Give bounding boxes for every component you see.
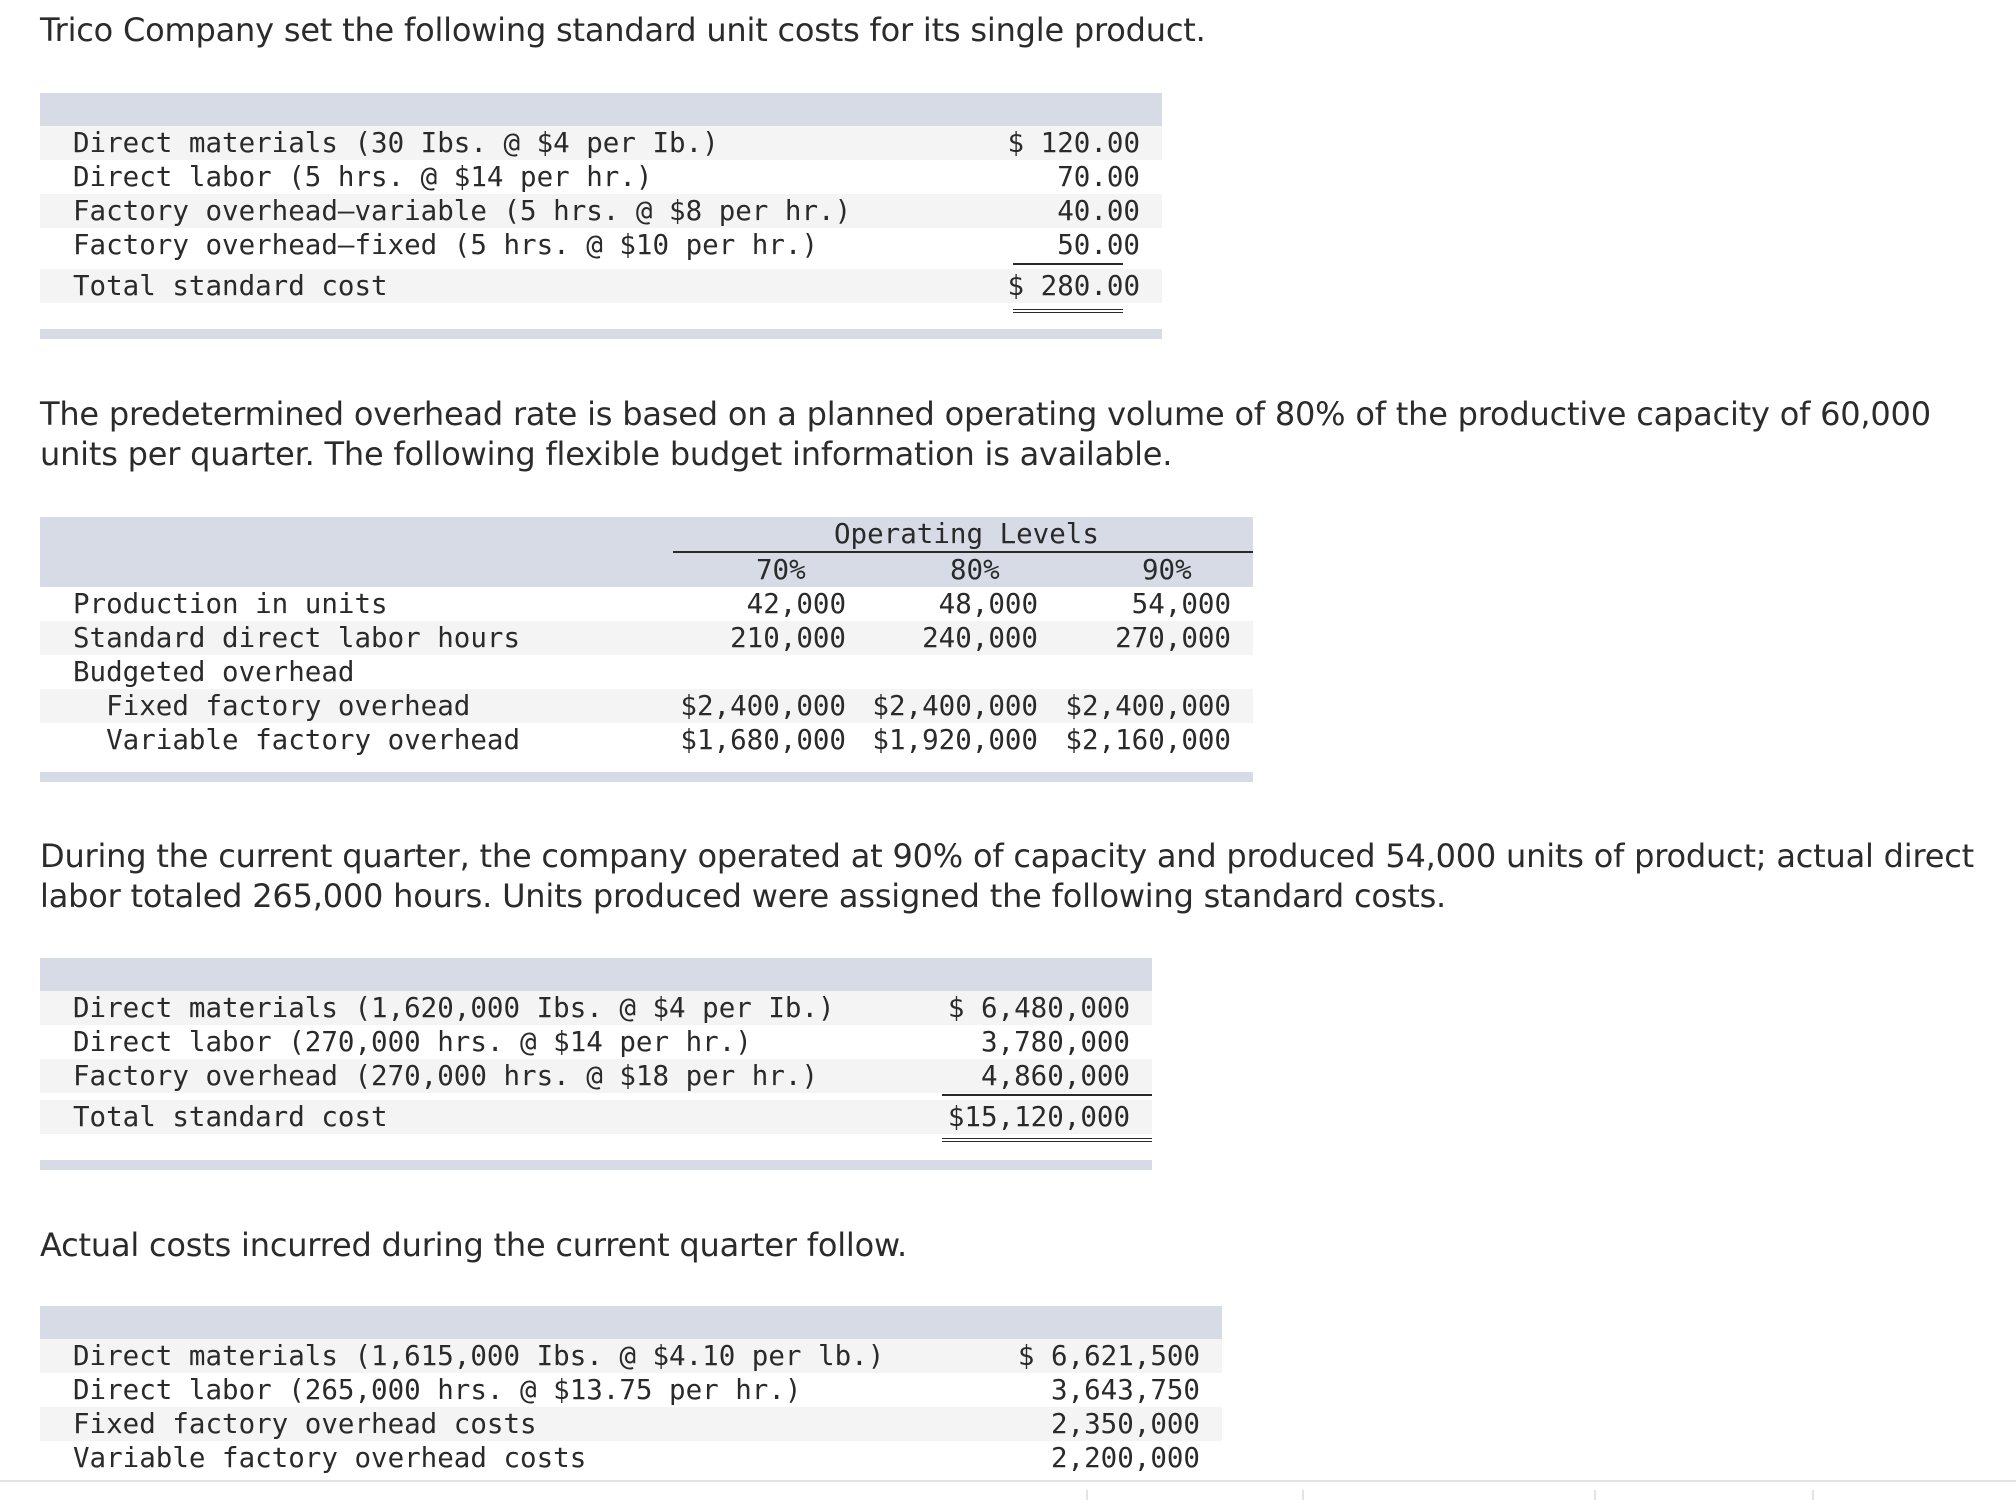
row-label: Budgeted overhead: [73, 656, 355, 688]
subtotal-rule: [1013, 263, 1123, 265]
cell-90: 270,000: [1115, 622, 1231, 654]
actual-costs-table: [40, 1306, 1222, 1474]
table-row: [40, 1339, 1222, 1373]
row-label: Factory overhead—fixed (5 hrs. @ $10 per hr.): [73, 229, 819, 261]
row-amount: 2,350,000: [1050, 1408, 1200, 1440]
total-row: [40, 269, 1162, 303]
cell-80: 48,000: [938, 588, 1038, 620]
cell-80: $2,400,000: [872, 690, 1038, 722]
level-70: 70%: [756, 554, 806, 586]
table-row: [40, 991, 1152, 1025]
table-header-band: [40, 93, 1162, 126]
unit-costs-table: [40, 93, 1162, 343]
cell-90: 54,000: [1131, 588, 1231, 620]
cell-90: $2,400,000: [1065, 690, 1231, 722]
table-row: [40, 587, 1253, 621]
cell-70: 42,000: [746, 588, 846, 620]
total-double-rule: [942, 1138, 1152, 1142]
table-row: [40, 228, 1162, 262]
table-bottom-bar: [40, 772, 1253, 782]
table-row: [40, 1407, 1222, 1441]
row-amount: 3,780,000: [980, 1026, 1130, 1058]
total-row: [40, 1100, 1152, 1134]
operating-levels-header: Operating Levels: [834, 518, 1099, 550]
intro-text: Trico Company set the following standard unit costs for its single product.: [40, 11, 1206, 49]
total-amount: $15,120,000: [947, 1101, 1130, 1133]
row-label: Variable factory overhead: [73, 724, 521, 756]
divider-tick: [1302, 1490, 1304, 1500]
table-row: [40, 723, 1253, 757]
table-row: [40, 1059, 1152, 1093]
table-row: [40, 621, 1253, 655]
cell-70: $2,400,000: [680, 690, 846, 722]
row-label: Production in units: [73, 588, 388, 620]
row-label: Direct labor (5 hrs. @ $14 per hr.): [73, 161, 653, 193]
cell-70: $1,680,000: [680, 724, 846, 756]
table-row: [40, 126, 1162, 160]
row-label: Fixed factory overhead: [73, 690, 471, 722]
row-amount: $ 6,621,500: [1017, 1340, 1200, 1372]
row-label: Fixed factory overhead costs: [73, 1408, 537, 1440]
para-actual-costs: Actual costs incurred during the current quarter follow.: [40, 1226, 907, 1264]
divider-tick: [1594, 1490, 1596, 1500]
row-label: Direct materials (1,615,000 Ibs. @ $4.10 per lb.): [73, 1340, 885, 1372]
row-label: Factory overhead (270,000 hrs. @ $18 per hr.): [73, 1060, 819, 1092]
divider-tick: [1812, 1490, 1814, 1500]
para-current-quarter: During the current quarter, the company operated at 90% of capacity and produced 54,000 units of product; actual direct labor totaled 265,000 hours. Units produced were assigned the following standard costs.: [40, 837, 1974, 915]
row-label: Direct materials (1,620,000 Ibs. @ $4 per Ib.): [73, 992, 835, 1024]
bottom-divider: [0, 1480, 2016, 1482]
table-row: [40, 1025, 1152, 1059]
cell-70: 210,000: [730, 622, 846, 654]
row-label: Standard direct labor hours: [73, 622, 521, 654]
level-90: 90%: [1142, 554, 1192, 586]
cell-80: $1,920,000: [872, 724, 1038, 756]
row-amount: $ 120.00: [1007, 127, 1140, 159]
row-amount: 2,200,000: [1050, 1442, 1200, 1474]
table-row: [40, 1373, 1222, 1407]
table-header-band: [40, 958, 1152, 991]
table-row: [40, 655, 1253, 689]
table-row: [40, 160, 1162, 194]
row-amount: 40.00: [1057, 195, 1140, 227]
table-bottom-bar: [40, 1160, 1152, 1170]
row-amount: 3,643,750: [1050, 1374, 1200, 1406]
divider-tick: [1086, 1490, 1088, 1500]
row-label: Direct labor (265,000 hrs. @ $13.75 per hr.): [73, 1374, 802, 1406]
total-label: Total standard cost: [73, 1101, 388, 1133]
row-amount: $ 6,480,000: [947, 992, 1130, 1024]
cell-80: 240,000: [922, 622, 1038, 654]
total-label: Total standard cost: [73, 270, 388, 302]
row-label: Direct labor (270,000 hrs. @ $14 per hr.): [73, 1026, 752, 1058]
level-80: 80%: [950, 554, 1000, 586]
row-amount: 50.00: [1057, 229, 1140, 261]
assigned-costs-table: [40, 958, 1152, 1173]
cell-90: $2,160,000: [1065, 724, 1231, 756]
total-double-rule: [1013, 309, 1123, 313]
para-predetermined-rate: The predetermined overhead rate is based on a planned operating volume of 80% of the productive capacity of 60,000 units per quarter. The following flexible budget information is available.: [40, 395, 1931, 473]
table-header-band: [40, 1306, 1222, 1339]
row-label: Factory overhead—variable (5 hrs. @ $8 per hr.): [73, 195, 852, 227]
table-row: [40, 689, 1253, 723]
row-label: Direct materials (30 Ibs. @ $4 per Ib.): [73, 127, 719, 159]
table-row: [40, 1441, 1222, 1474]
subtotal-rule: [942, 1094, 1152, 1096]
row-amount: 4,860,000: [980, 1060, 1130, 1092]
row-amount: 70.00: [1057, 161, 1140, 193]
table-bottom-bar: [40, 329, 1162, 339]
flex-budget-table: [40, 517, 1253, 787]
table-row: [40, 194, 1162, 228]
total-amount: $ 280.00: [1007, 270, 1140, 302]
row-label: Variable factory overhead costs: [73, 1442, 587, 1474]
